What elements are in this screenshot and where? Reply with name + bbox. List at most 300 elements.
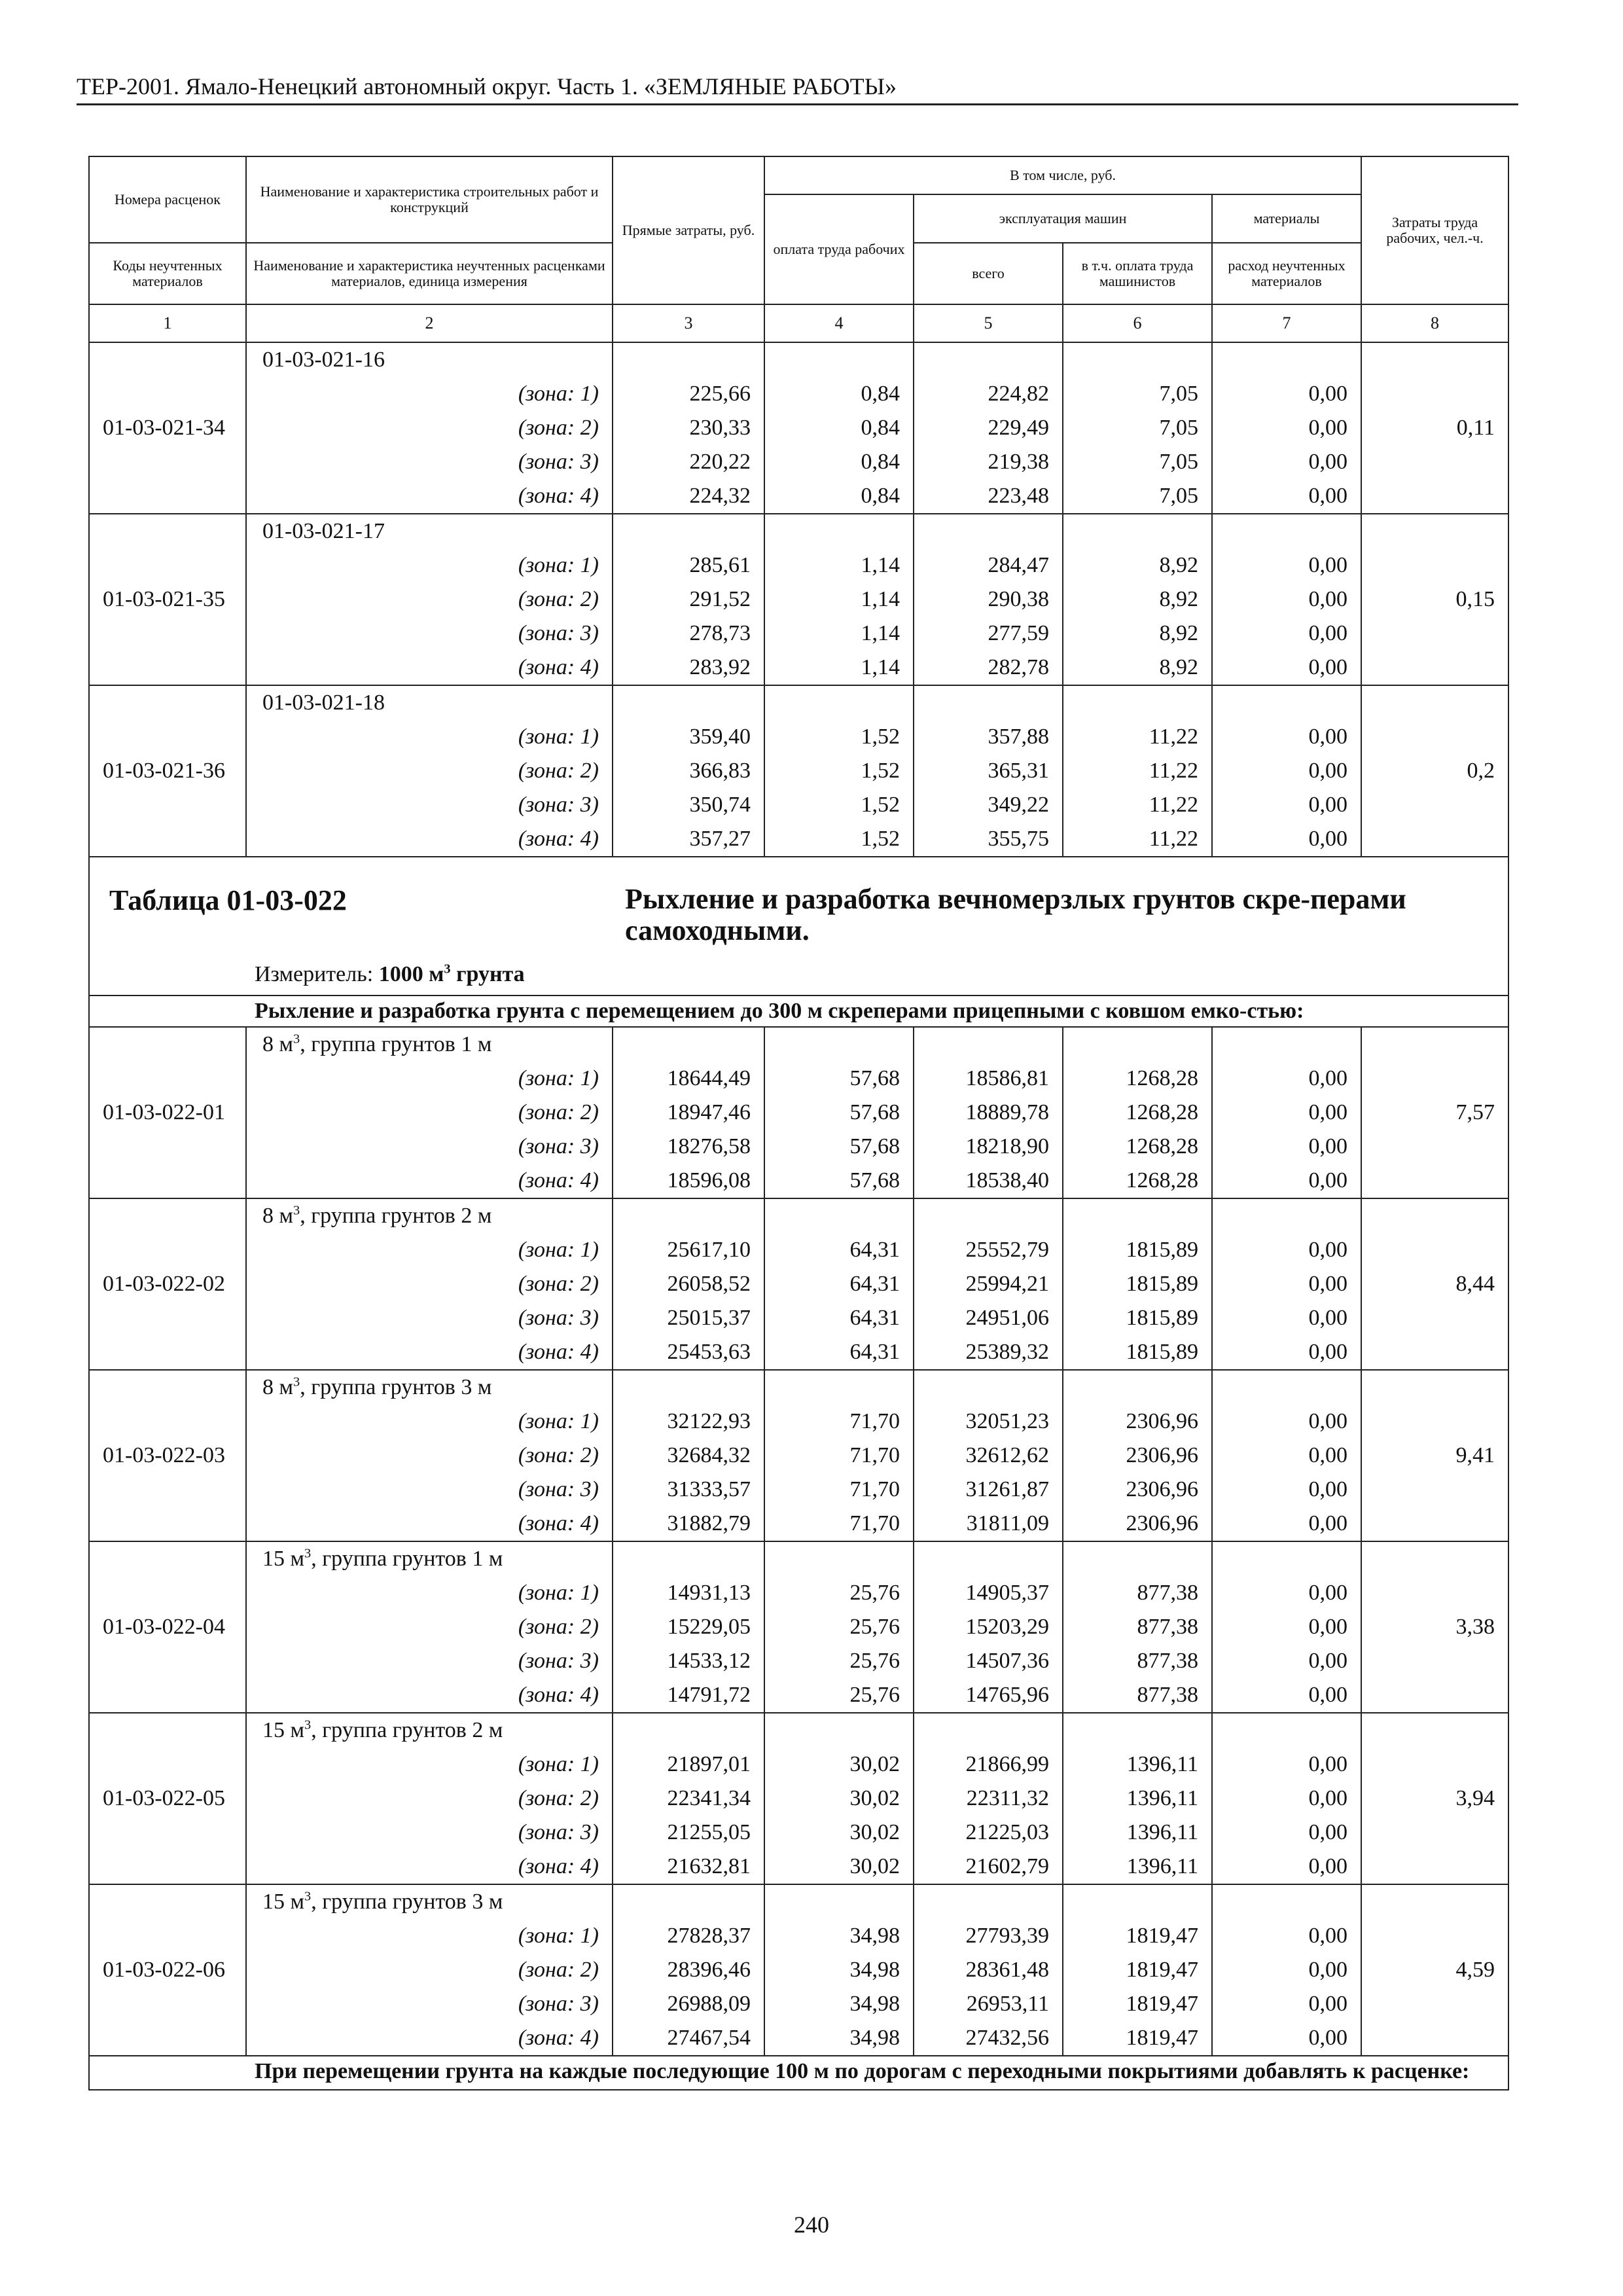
machine-total: 18586,81 — [965, 1066, 1049, 1090]
material-cost-cell — [1212, 685, 1361, 857]
rate-name-cell — [246, 514, 613, 685]
direct-cost: 32684,32 — [667, 1443, 751, 1467]
rate-name — [253, 1885, 605, 1919]
spacer — [620, 1885, 757, 1919]
zone-label: (зона: 1) — [518, 1238, 599, 1262]
rate-code: 01-03-022-06 — [103, 1958, 225, 1982]
material-cost: 0,00 — [1308, 587, 1348, 611]
labor-costs-cell — [1361, 1541, 1508, 1713]
direct-cost: 366,83 — [689, 759, 751, 783]
operator-pay: 1396,11 — [1126, 1820, 1198, 1844]
material-cost: 0,00 — [1308, 1066, 1348, 1090]
footer-note-cell — [89, 2056, 1508, 2090]
machine-total: 18218,90 — [965, 1134, 1049, 1158]
zone-label: (зона: 3) — [518, 621, 599, 645]
operator-pay: 1268,28 — [1126, 1066, 1198, 1090]
direct-cost-cell — [613, 1027, 764, 1198]
operator-pay: 8,92 — [1159, 621, 1198, 645]
rate-name-cell — [246, 1027, 613, 1198]
material-cost: 0,00 — [1308, 655, 1348, 679]
direct-cost: 18644,49 — [667, 1066, 751, 1090]
col-total: всего — [914, 243, 1063, 304]
meter-sup: 3 — [444, 961, 451, 977]
material-cost-cell — [1212, 1198, 1361, 1370]
direct-cost-cell — [613, 1541, 764, 1713]
machine-total: 284,47 — [988, 553, 1049, 577]
rate-name — [253, 1028, 605, 1062]
zone-label: (зона: 1) — [518, 1409, 599, 1433]
labor-pay: 57,68 — [849, 1066, 900, 1090]
labor-pay: 71,70 — [849, 1443, 900, 1467]
zone-label: (зона: 3) — [518, 1820, 599, 1844]
operator-pay: 11,22 — [1149, 793, 1198, 817]
direct-cost: 350,74 — [689, 793, 751, 817]
machine-total: 224,82 — [988, 382, 1049, 406]
rate-name-cell — [246, 1713, 613, 1884]
operator-pay: 11,22 — [1149, 827, 1198, 851]
material-cost: 0,00 — [1308, 1854, 1348, 1878]
rate-name: 01-03-021-16 — [262, 348, 385, 372]
operator-pay-cell — [1063, 514, 1212, 685]
direct-cost-cell — [613, 342, 764, 514]
spacer — [620, 1371, 757, 1405]
zone-label: (зона: 2) — [518, 1958, 599, 1982]
labor-pay: 71,70 — [849, 1477, 900, 1501]
direct-cost: 31882,79 — [667, 1511, 751, 1535]
labor-pay: 71,70 — [849, 1409, 900, 1433]
rate-name-cell — [246, 1198, 613, 1370]
labor-pay: 25,76 — [849, 1649, 900, 1673]
direct-cost: 32122,93 — [667, 1409, 751, 1433]
direct-cost-cell — [613, 514, 764, 685]
operator-pay: 1268,28 — [1126, 1100, 1198, 1124]
machine-total: 14507,36 — [965, 1649, 1049, 1673]
zone-label: (зона: 4) — [518, 1340, 599, 1364]
material-cost: 0,00 — [1308, 1649, 1348, 1673]
zone-label: (зона: 2) — [518, 1615, 599, 1639]
direct-cost: 28396,46 — [667, 1958, 751, 1982]
spacer — [1070, 1371, 1205, 1405]
rate-name: 01-03-021-17 — [262, 519, 385, 543]
labor-pay-cell — [764, 342, 914, 514]
direct-cost: 285,61 — [689, 553, 751, 577]
col-material-name: Наименование и характеристика неучтенных расценками материалов, единица измерения — [246, 243, 613, 304]
zone-label: (зона: 1) — [518, 382, 599, 406]
machine-total: 277,59 — [988, 621, 1049, 645]
spacer — [772, 1028, 906, 1062]
direct-cost-cell — [613, 1884, 764, 2056]
zone-label: (зона: 4) — [518, 484, 599, 508]
labor-pay: 34,98 — [849, 2026, 900, 2050]
machine-total-cell — [914, 1713, 1063, 1884]
rate-name-group: , группа грунтов 2 м — [300, 1204, 492, 1228]
col-rate-numbers: Номера расценок — [89, 156, 246, 243]
operator-pay-cell — [1063, 1198, 1212, 1370]
operator-pay: 7,05 — [1159, 484, 1198, 508]
rate-code: 01-03-022-03 — [103, 1443, 225, 1467]
operator-pay: 1819,47 — [1126, 1992, 1198, 2016]
direct-cost: 278,73 — [689, 621, 751, 645]
meter — [255, 962, 525, 987]
labor-pay: 64,31 — [849, 1238, 900, 1262]
spacer — [1070, 343, 1205, 377]
material-cost: 0,00 — [1308, 1820, 1348, 1844]
spacer — [1219, 1885, 1354, 1919]
machine-total: 32051,23 — [965, 1409, 1049, 1433]
material-cost: 0,00 — [1308, 759, 1348, 783]
operator-pay-cell — [1063, 1541, 1212, 1713]
zone-label: (зона: 3) — [518, 1649, 599, 1673]
table-section-cell — [89, 857, 1508, 996]
machine-total-cell — [914, 1370, 1063, 1541]
zone-label: (зона: 4) — [518, 655, 599, 679]
direct-cost: 15229,05 — [667, 1615, 751, 1639]
machine-total: 25389,32 — [965, 1340, 1049, 1364]
rate-block — [89, 1884, 1508, 2056]
spacer — [772, 1199, 906, 1233]
subheading-row — [89, 996, 1508, 1027]
spacer — [772, 686, 906, 720]
zone-label: (зона: 4) — [518, 2026, 599, 2050]
machine-total: 223,48 — [988, 484, 1049, 508]
labor-costs: 7,57 — [1455, 1100, 1495, 1124]
machine-total-cell — [914, 514, 1063, 685]
operator-pay: 8,92 — [1159, 655, 1198, 679]
col-number: 6 — [1063, 304, 1212, 342]
labor-pay: 1,52 — [861, 793, 900, 817]
zone-label: (зона: 3) — [518, 1134, 599, 1158]
operator-pay: 1396,11 — [1126, 1854, 1198, 1878]
zone-label: (зона: 4) — [518, 1168, 599, 1193]
machine-total: 25552,79 — [965, 1238, 1049, 1262]
col-number: 7 — [1212, 304, 1361, 342]
spacer — [1219, 686, 1354, 720]
spacer — [921, 514, 1056, 548]
spacer — [620, 514, 757, 548]
rate-name-sup: 3 — [304, 1889, 312, 1904]
material-cost-cell — [1212, 1027, 1361, 1198]
col-incl-operators: в т.ч. оплата труда машинистов — [1063, 243, 1212, 304]
col-number: 3 — [613, 304, 764, 342]
spacer — [1070, 1028, 1205, 1062]
rate-name-cell — [246, 1884, 613, 2056]
rate-code: 01-03-022-05 — [103, 1786, 225, 1810]
labor-pay: 34,98 — [849, 1924, 900, 1948]
spacer — [772, 1371, 906, 1405]
rate-code-cell — [89, 1370, 246, 1541]
material-cost: 0,00 — [1308, 1511, 1348, 1535]
labor-pay-cell — [764, 1541, 914, 1713]
labor-pay: 34,98 — [849, 1992, 900, 2016]
col-unaccounted-codes: Коды неучтенных материалов — [89, 243, 246, 304]
labor-pay-cell — [764, 1198, 914, 1370]
labor-pay: 1,52 — [861, 725, 900, 749]
rate-name — [253, 1542, 605, 1576]
labor-pay: 30,02 — [849, 1820, 900, 1844]
material-cost: 0,00 — [1308, 1168, 1348, 1193]
spacer — [620, 1713, 757, 1748]
direct-cost: 25617,10 — [667, 1238, 751, 1262]
direct-cost: 25453,63 — [667, 1340, 751, 1364]
spacer — [1070, 1885, 1205, 1919]
material-cost: 0,00 — [1308, 1992, 1348, 2016]
table-label: Таблица 01-03-022 — [109, 884, 347, 916]
material-cost: 0,00 — [1308, 1100, 1348, 1124]
rate-name-group: , группа грунтов 1 м — [300, 1032, 492, 1056]
rate-name-cell — [246, 1370, 613, 1541]
material-cost: 0,00 — [1308, 450, 1348, 474]
labor-pay: 1,52 — [861, 759, 900, 783]
labor-costs-cell — [1361, 1884, 1508, 2056]
labor-pay-cell — [764, 1027, 914, 1198]
operator-pay: 1819,47 — [1126, 1958, 1198, 1982]
zone-label: (зона: 3) — [518, 1992, 599, 2016]
labor-pay: 64,31 — [849, 1340, 900, 1364]
labor-costs-cell — [1361, 1027, 1508, 1198]
material-cost-cell — [1212, 1884, 1361, 2056]
spacer — [772, 1542, 906, 1576]
rate-name-volume: 15 м — [262, 1890, 305, 1914]
labor-pay: 71,70 — [849, 1511, 900, 1535]
machine-total-cell — [914, 1884, 1063, 2056]
zone-label: (зона: 4) — [518, 1511, 599, 1535]
material-cost: 0,00 — [1308, 1134, 1348, 1158]
machine-total: 349,22 — [988, 793, 1049, 817]
labor-costs-cell — [1361, 514, 1508, 685]
zone-label: (зона: 2) — [518, 416, 599, 440]
col-materials: материалы — [1212, 194, 1361, 243]
column-numbers-row — [89, 304, 1508, 342]
operator-pay-cell — [1063, 342, 1212, 514]
machine-total: 26953,11 — [966, 1992, 1049, 2016]
machine-total: 365,31 — [988, 759, 1049, 783]
labor-costs: 8,44 — [1455, 1272, 1495, 1296]
direct-cost-cell — [613, 1198, 764, 1370]
direct-cost: 26988,09 — [667, 1992, 751, 2016]
rate-block — [89, 514, 1508, 685]
labor-costs: 0,11 — [1456, 416, 1495, 440]
machine-total-cell — [914, 1198, 1063, 1370]
operator-pay: 1815,89 — [1126, 1306, 1198, 1330]
operator-pay-cell — [1063, 685, 1212, 857]
direct-cost: 14533,12 — [667, 1649, 751, 1673]
direct-cost: 21255,05 — [667, 1820, 751, 1844]
zone-label: (зона: 1) — [518, 1924, 599, 1948]
machine-total: 357,88 — [988, 725, 1049, 749]
operator-pay: 1815,89 — [1126, 1238, 1198, 1262]
subheading-cell — [89, 996, 1508, 1027]
machine-total: 21866,99 — [965, 1752, 1049, 1776]
operator-pay: 7,05 — [1159, 382, 1198, 406]
operator-pay: 2306,96 — [1126, 1477, 1198, 1501]
material-cost: 0,00 — [1308, 2026, 1348, 2050]
labor-pay: 30,02 — [849, 1752, 900, 1776]
rate-block — [89, 685, 1508, 857]
material-cost: 0,00 — [1308, 1924, 1348, 1948]
labor-pay: 0,84 — [861, 382, 900, 406]
operator-pay: 877,38 — [1137, 1649, 1198, 1673]
labor-pay: 25,76 — [849, 1683, 900, 1707]
spacer — [921, 1713, 1056, 1748]
material-cost: 0,00 — [1308, 1786, 1348, 1810]
material-cost-cell — [1212, 1541, 1361, 1713]
zone-label: (зона: 3) — [518, 1306, 599, 1330]
rates-table — [88, 156, 1509, 2090]
spacer — [921, 343, 1056, 377]
material-cost: 0,00 — [1308, 1477, 1348, 1501]
direct-cost-cell — [613, 1713, 764, 1884]
direct-cost: 18276,58 — [667, 1134, 751, 1158]
operator-pay: 2306,96 — [1126, 1511, 1198, 1535]
rate-code-cell — [89, 1027, 246, 1198]
machine-total: 290,38 — [988, 587, 1049, 611]
spacer — [921, 1199, 1056, 1233]
rate-code: 01-03-022-04 — [103, 1615, 225, 1639]
machine-total: 18889,78 — [965, 1100, 1049, 1124]
direct-cost: 359,40 — [689, 725, 751, 749]
labor-pay: 0,84 — [861, 416, 900, 440]
direct-cost: 22341,34 — [667, 1786, 751, 1810]
direct-cost: 26058,52 — [667, 1272, 751, 1296]
zone-label: (зона: 3) — [518, 793, 599, 817]
page-number: 240 — [794, 2212, 829, 2238]
operator-pay-cell — [1063, 1884, 1212, 2056]
spacer — [1219, 343, 1354, 377]
labor-pay: 34,98 — [849, 1958, 900, 1982]
material-cost: 0,00 — [1308, 553, 1348, 577]
table-section-row — [89, 857, 1508, 996]
zone-label: (зона: 4) — [518, 827, 599, 851]
machine-total: 27432,56 — [965, 2026, 1049, 2050]
labor-costs: 9,41 — [1455, 1443, 1495, 1467]
labor-pay: 57,68 — [849, 1168, 900, 1193]
machine-total: 14765,96 — [965, 1683, 1049, 1707]
labor-pay-cell — [764, 514, 914, 685]
labor-pay-cell — [764, 1370, 914, 1541]
labor-pay: 25,76 — [849, 1581, 900, 1605]
labor-pay: 57,68 — [849, 1134, 900, 1158]
spacer — [620, 686, 757, 720]
direct-cost: 230,33 — [689, 416, 751, 440]
spacer — [1219, 1371, 1354, 1405]
machine-total: 22311,32 — [966, 1786, 1049, 1810]
material-cost: 0,00 — [1308, 725, 1348, 749]
machine-total: 14905,37 — [965, 1581, 1049, 1605]
rate-code: 01-03-022-01 — [103, 1100, 225, 1124]
machine-total: 32612,62 — [965, 1443, 1049, 1467]
spacer — [772, 1885, 906, 1919]
col-number: 1 — [89, 304, 246, 342]
spacer — [921, 1028, 1056, 1062]
col-labor-pay: оплата труда рабочих — [764, 194, 914, 304]
rate-name-volume: 8 м — [262, 1204, 294, 1228]
spacer — [1070, 1713, 1205, 1748]
labor-pay: 25,76 — [849, 1615, 900, 1639]
rate-name-cell — [246, 342, 613, 514]
col-number: 4 — [764, 304, 914, 342]
subheading-text: Рыхление и разработка грунта с перемещением до 300 м скреперами прицепными с ковшом емко-стью: — [255, 999, 1304, 1023]
machine-total: 282,78 — [988, 655, 1049, 679]
col-work-name: Наименование и характеристика строительных работ и конструкций — [246, 156, 613, 243]
operator-pay: 11,22 — [1149, 725, 1198, 749]
labor-pay: 1,14 — [861, 621, 900, 645]
labor-costs-cell — [1361, 1198, 1508, 1370]
meter-value: 1000 м — [378, 962, 444, 986]
header-row-1 — [89, 156, 1508, 194]
operator-pay: 877,38 — [1137, 1683, 1198, 1707]
col-including: В том числе, руб. — [764, 156, 1361, 194]
rate-code-cell — [89, 514, 246, 685]
operator-pay: 7,05 — [1159, 416, 1198, 440]
labor-pay: 64,31 — [849, 1306, 900, 1330]
operator-pay: 1268,28 — [1126, 1134, 1198, 1158]
material-cost: 0,00 — [1308, 827, 1348, 851]
direct-cost: 291,52 — [689, 587, 751, 611]
meter-unit: грунта — [456, 962, 525, 986]
rate-block — [89, 1713, 1508, 1884]
spacer — [1070, 686, 1205, 720]
labor-pay: 64,31 — [849, 1272, 900, 1296]
operator-pay: 1815,89 — [1126, 1340, 1198, 1364]
zone-label: (зона: 2) — [518, 759, 599, 783]
rate-name-volume: 8 м — [262, 1032, 294, 1056]
meter-label: Измеритель: — [255, 962, 374, 986]
direct-cost: 21897,01 — [667, 1752, 751, 1776]
rate-code-cell — [89, 1198, 246, 1370]
labor-pay-cell — [764, 1713, 914, 1884]
material-cost: 0,00 — [1308, 1683, 1348, 1707]
material-cost: 0,00 — [1308, 1238, 1348, 1262]
rate-block — [89, 1370, 1508, 1541]
direct-cost: 14791,72 — [667, 1683, 751, 1707]
rate-code-cell — [89, 342, 246, 514]
machine-total: 21602,79 — [965, 1854, 1049, 1878]
material-cost: 0,00 — [1308, 1306, 1348, 1330]
zone-label: (зона: 2) — [518, 1786, 599, 1810]
labor-costs: 3,94 — [1455, 1786, 1495, 1810]
rate-name-volume: 15 м — [262, 1718, 305, 1742]
direct-cost: 14931,13 — [667, 1581, 751, 1605]
labor-pay: 1,14 — [861, 553, 900, 577]
operator-pay: 1268,28 — [1126, 1168, 1198, 1193]
material-cost: 0,00 — [1308, 1958, 1348, 1982]
rate-name-sup: 3 — [293, 1374, 300, 1390]
labor-pay: 57,68 — [849, 1100, 900, 1124]
zone-label: (зона: 2) — [518, 1272, 599, 1296]
zone-label: (зона: 3) — [518, 1477, 599, 1501]
spacer — [1219, 1713, 1354, 1748]
operator-pay: 1815,89 — [1126, 1272, 1198, 1296]
machine-total-cell — [914, 1541, 1063, 1713]
operator-pay: 2306,96 — [1126, 1443, 1198, 1467]
spacer — [1219, 1028, 1354, 1062]
material-cost-cell — [1212, 514, 1361, 685]
spacer — [620, 1028, 757, 1062]
zone-label: (зона: 1) — [518, 553, 599, 577]
direct-cost: 357,27 — [689, 827, 751, 851]
machine-total: 229,49 — [988, 416, 1049, 440]
zone-label: (зона: 1) — [518, 1066, 599, 1090]
direct-cost: 224,32 — [689, 484, 751, 508]
direct-cost: 225,66 — [689, 382, 751, 406]
spacer — [1219, 514, 1354, 548]
direct-cost: 27828,37 — [667, 1924, 751, 1948]
machine-total: 21225,03 — [965, 1820, 1049, 1844]
rate-block — [89, 1198, 1508, 1370]
labor-costs: 0,15 — [1455, 587, 1495, 611]
material-cost: 0,00 — [1308, 1615, 1348, 1639]
operator-pay: 1819,47 — [1126, 2026, 1198, 2050]
